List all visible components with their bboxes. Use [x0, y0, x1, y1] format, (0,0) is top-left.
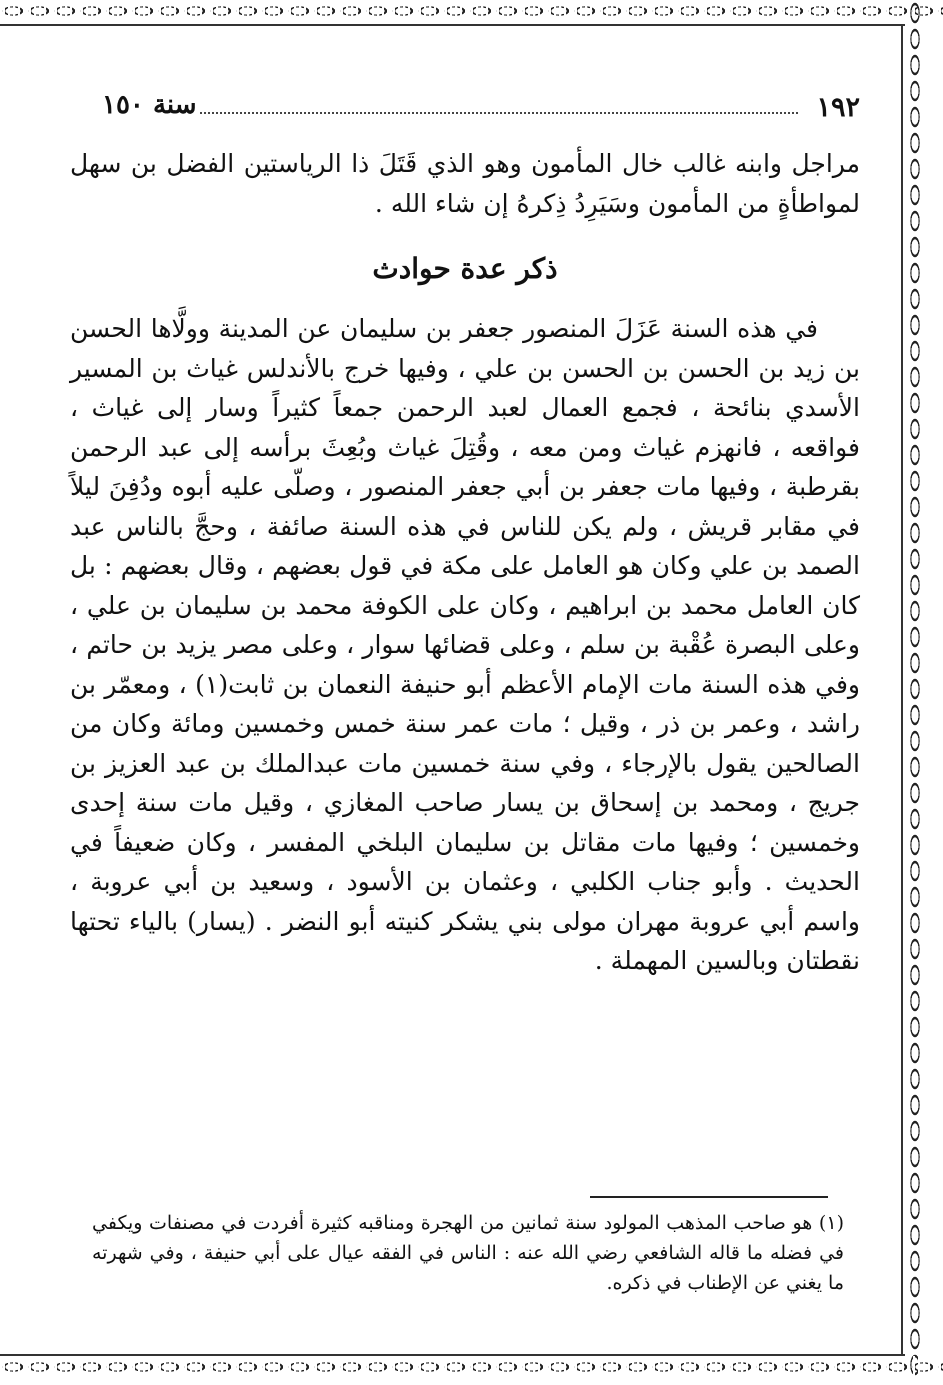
footnote: (١) هو صاحب المذهب المولود سنة ثمانين من الهجرة ومناقبه كثيرة أفردت في مصنفات ويكفي في فضله ما قاله الشافعي رضي الله عنه : الناس في الفقه عيال على أبي حنيفة ، وفي شهرته ما يغني عن الإطناب في ذكره. [92, 1212, 844, 1294]
body-paragraph: في هذه السنة عَزَلَ المنصور جعفر بن سليمان عن المدينة وولَّاها الحسن بن زيد بن الحسن بن الحسن بن علي ، وفيها خرج بالأندلس غياث بن المسير الأسدي بنائحة ، فجمع العمال لعبد الرحمن جمعاً كثيراً وسار إلى غياث ، فواقعه ، فانهزم غياث ومن معه ، وقُتِلَ غياث وبُعِثَ برأسه إلى عبد الرحمن بقرطبة ، وفيها مات جعفر بن أبي جعفر المنصور ، وصلّى عليه أبوه ودُفِنَ ليلاً في مقابر قريش ، ولم يكن للناس في هذه السنة صائفة ، وحجَّ بالناس عبد الصمد بن علي وكان هو العامل على مكة في قول بعضهم ، وقال بعضهم : بل كان العامل محمد بن ابراهيم ، وكان على الكوفة محمد بن سليمان بن علي ، وعلى البصرة عُقْبة بن سلم ، وعلى قضائها سوار ، وعلى مصر يزيد بن حاتم ، وفي هذه السنة مات الإمام الأعظم أبو حنيفة النعمان بن ثابت(١) ، ومعمّر بن راشد ، وعمر بن ذر ، وقيل ؛ مات عمر سنة خمس وخمسين ومائة وكان من الصالحين يقول بالإرجاء ، وفي سنة خمسين مات عبدالملك بن عبد العزيز بن جريج ، ومحمد بن إسحاق بن يسار صاحب المغازي ، وقيل مات سنة إحدى وخمسين ؛ وفيها مات مقاتل بن سليمان البلخي المفسر ، وكان ضعيفاً في الحديث . وأبو جناب الكلبي ، وعثمان بن الأسود ، وسعيد بن أبي عروبة ، واسم أبي عروبة مهران مولى بني يشكر كنيته أبو النضر . (يسار) بالياء تحتها نقطتان وبالسين المهملة . [70, 314, 860, 975]
intro-paragraph: مراجل وابنه غالب خال المأمون وهو الذي قَتَلَ ذا الرياستين الفضل بن سهل لمواطأةٍ من المأمون وسَيَرِدُ ذِكرهُ إن شاء الله . [70, 149, 860, 218]
page-header [70, 80, 860, 130]
page-content [70, 80, 860, 981]
border-line-right [901, 24, 903, 1356]
header-dotted-rule [200, 112, 798, 114]
decorative-border-right [903, 0, 927, 1380]
footnote-separator [590, 1196, 828, 1198]
border-line-top [0, 24, 905, 26]
page-number: ١٩٢ [816, 92, 860, 123]
section-title: ذكر عدة حوادث [372, 252, 558, 285]
decorative-border-bottom [0, 1356, 943, 1380]
running-head: سنة ١٥٠ [102, 90, 197, 120]
decorative-border-top [0, 0, 943, 22]
